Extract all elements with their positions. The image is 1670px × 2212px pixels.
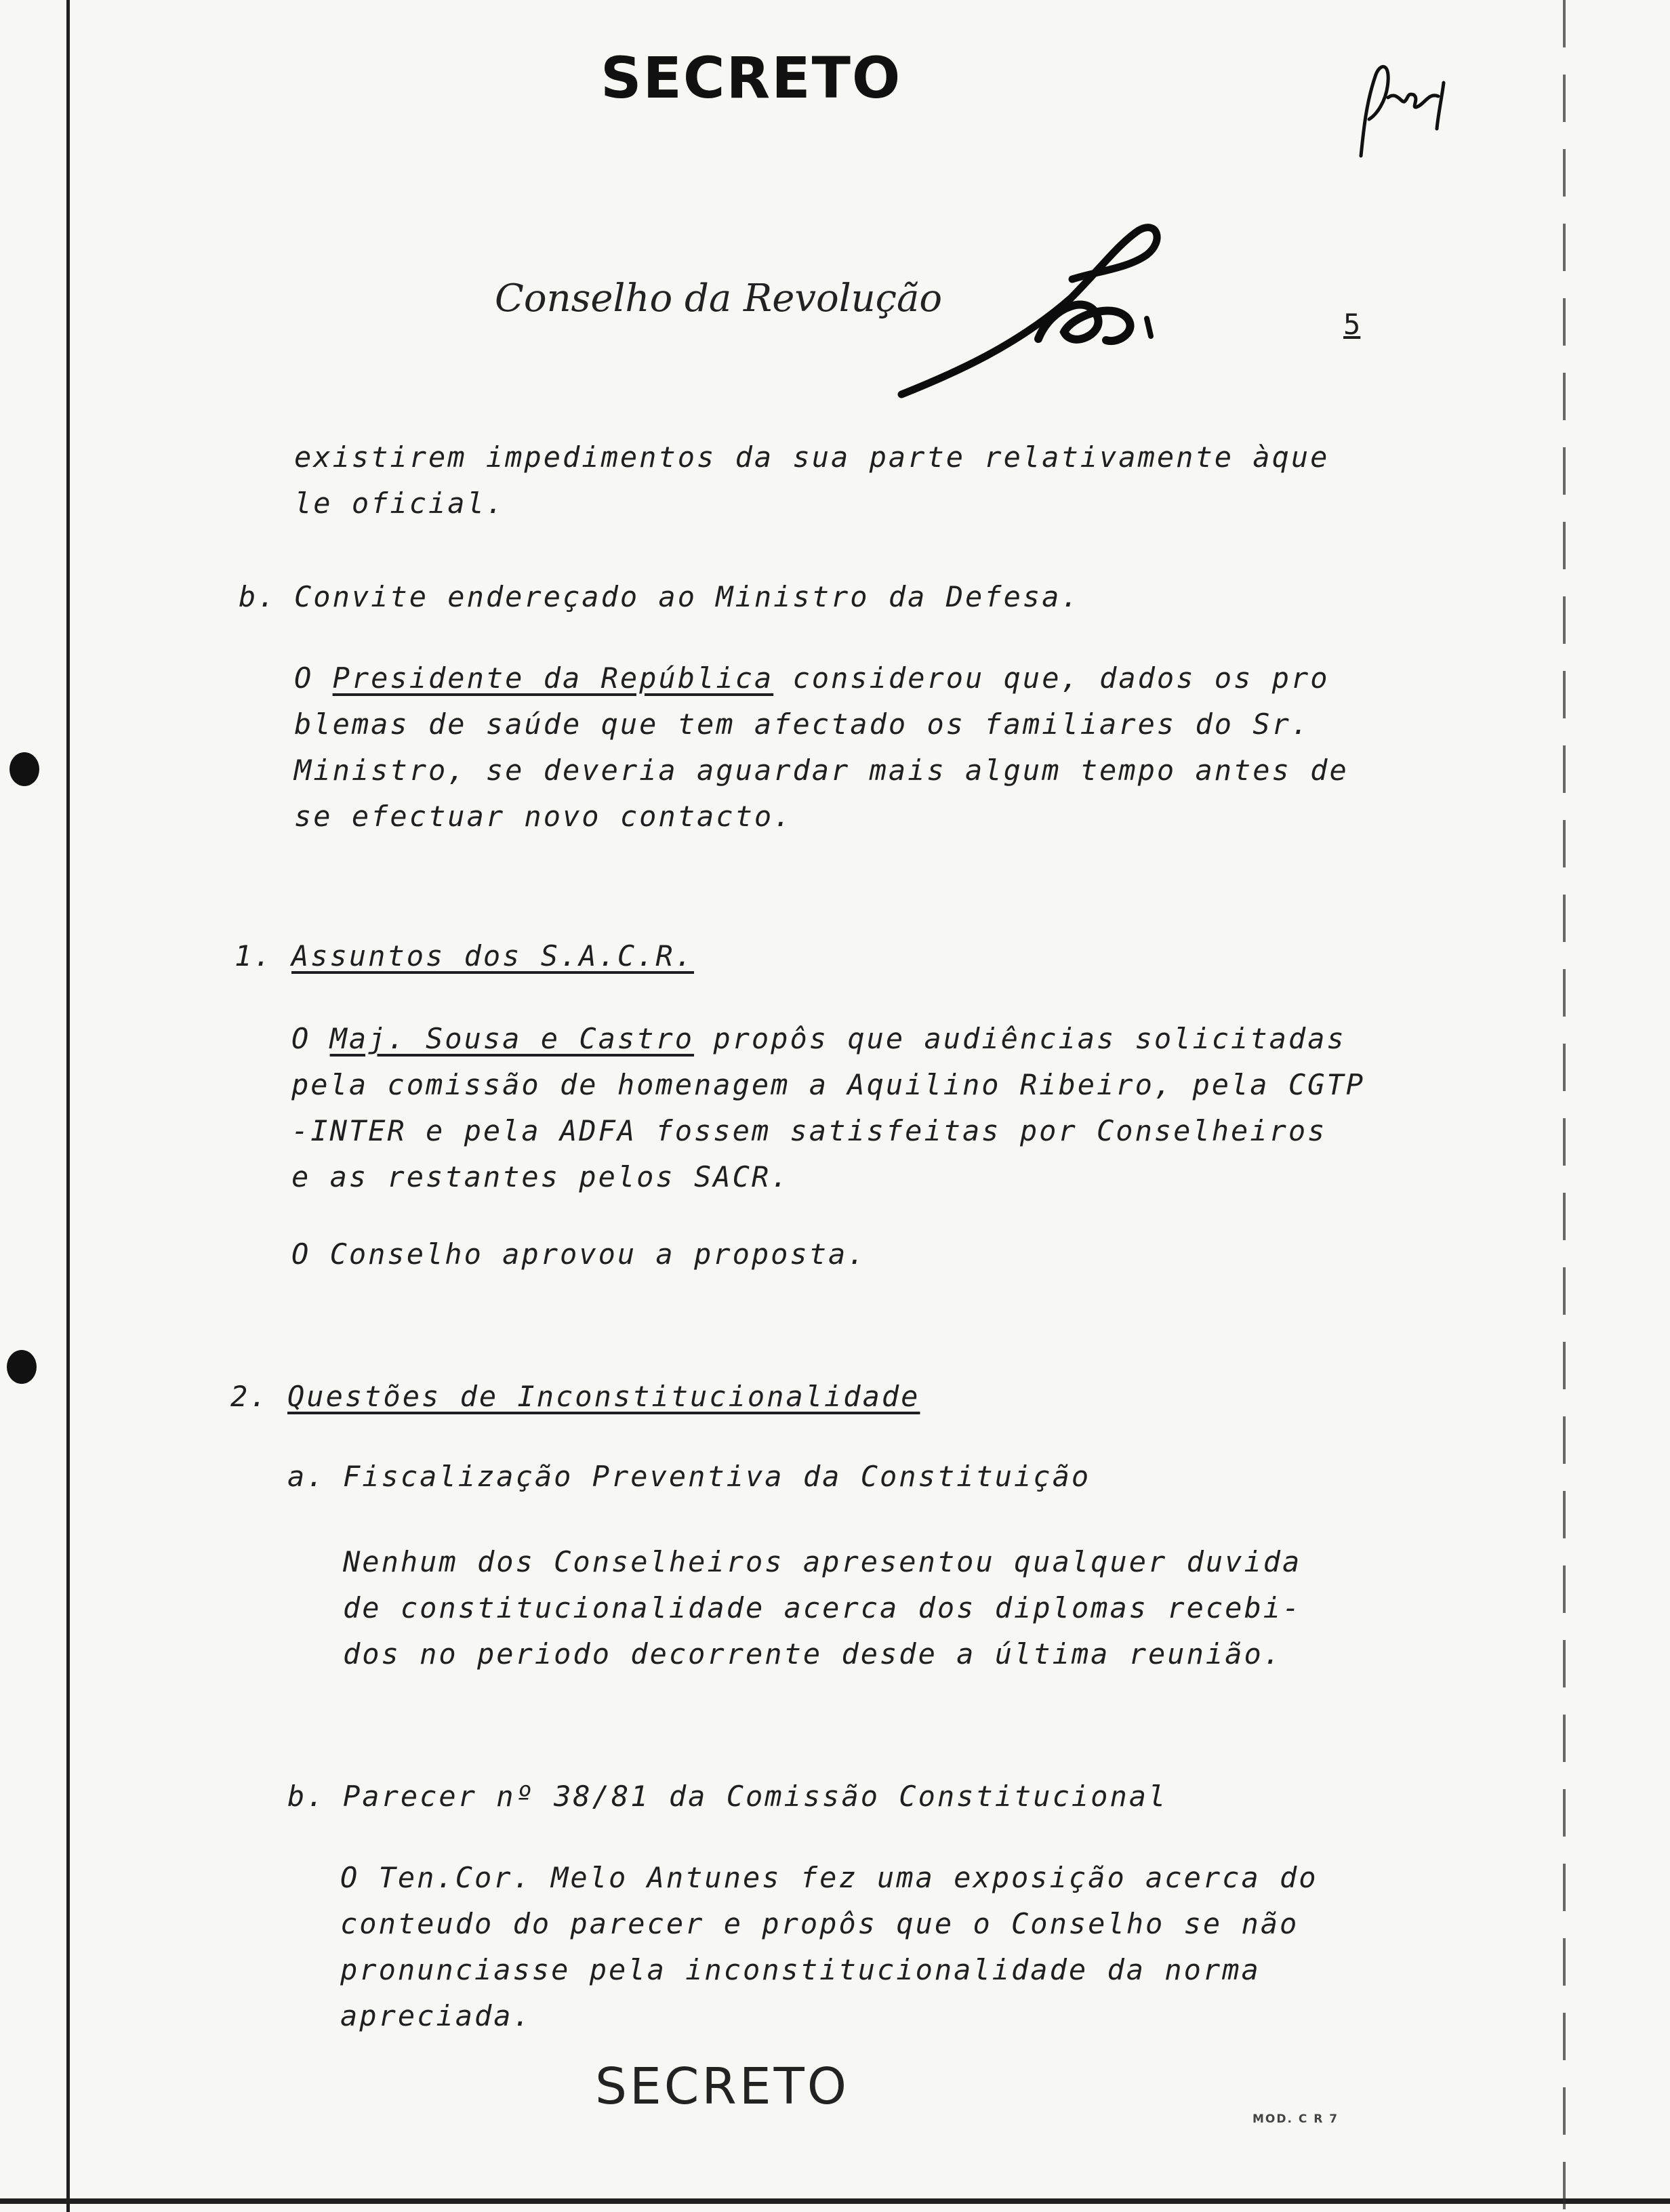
handwritten-initials-signature (1349, 54, 1464, 169)
paragraph-line: apreciada. (340, 1999, 532, 2032)
letterhead: Conselho da Revolução (495, 276, 943, 321)
handwritten-signature-mark (895, 203, 1179, 407)
item-marker: b. (239, 580, 277, 613)
paragraph-line: dos no periodo decorrente desde a última reunião. (343, 1637, 1283, 1671)
paragraph-line: pela comissão de homenagem a Aquilino Ribeiro, pela CGTP (291, 1068, 1366, 1101)
subsection-heading: Fiscalização Preventiva da Constituição (343, 1460, 1091, 1493)
paragraph-line (291, 1022, 1346, 1055)
page-number: 5 (1343, 308, 1361, 341)
paragraph-line: Ministro, se deveria aguardar mais algum tempo antes de (294, 754, 1349, 787)
paragraph-text: considerou que, dados os pro (792, 661, 1330, 695)
classification-header: SECRETO (600, 45, 902, 111)
page-left-border (66, 0, 70, 2212)
person-name: Maj. Sousa e Castro (329, 1022, 695, 1055)
paragraph-line: O Ten.Cor. Melo Antunes fez uma exposição acerca do (340, 1861, 1318, 1894)
punch-hole-upper (9, 752, 39, 786)
page-bottom-border (0, 2198, 1670, 2204)
paragraph-line: blemas de saúde que tem afectado os familiares do Sr. (294, 708, 1311, 741)
subsection-marker: b. (287, 1780, 326, 1813)
paragraph-text: propôs que audiências solicitadas (713, 1022, 1346, 1055)
item-heading: Convite endereçado ao Ministro da Defesa. (294, 580, 1080, 613)
decision-text: O Conselho aprovou a proposta. (291, 1237, 867, 1271)
section-number: 1. (235, 939, 273, 972)
paragraph-line: Nenhum dos Conselheiros apresentou qualquer duvida (343, 1545, 1302, 1578)
classification-footer: SECRETO (595, 2057, 850, 2116)
paragraph-lead: O (291, 1022, 311, 1055)
paragraph-line: e as restantes pelos SACR. (291, 1160, 790, 1193)
person-name: Presidente da República (332, 661, 774, 695)
page-right-dashed-border (1563, 0, 1566, 2212)
section-title: Questões de Inconstitucionalidade (287, 1380, 920, 1413)
subsection-heading: Parecer nº 38/81 da Comissão Constitucional (343, 1780, 1168, 1813)
paragraph-line: conteudo do parecer e propôs que o Conselho se não (340, 1907, 1299, 1940)
section-title: Assuntos dos S.A.C.R. (291, 939, 695, 972)
paragraph-line: se efectuar novo contacto. (294, 800, 793, 833)
paragraph-lead: O (294, 661, 314, 695)
punch-hole-lower (7, 1350, 37, 1384)
paragraph-line: pronunciasse pela inconstitucionalidade da norma (340, 1953, 1261, 1986)
subsection-marker: a. (287, 1460, 326, 1493)
paragraph-line: -INTER e pela ADFA fossem satisfeitas por Conselheiros (291, 1114, 1327, 1147)
form-code: MOD. C R 7 (1252, 2112, 1339, 2126)
continuation-line-1: existirem impedimentos da sua parte relativamente àque (294, 441, 1330, 474)
paragraph-line: de constitucionalidade acerca dos diplomas recebi- (343, 1591, 1302, 1624)
paragraph-line (294, 661, 1330, 695)
section-number: 2. (230, 1380, 269, 1413)
continuation-line-2: le oficial. (294, 487, 506, 520)
